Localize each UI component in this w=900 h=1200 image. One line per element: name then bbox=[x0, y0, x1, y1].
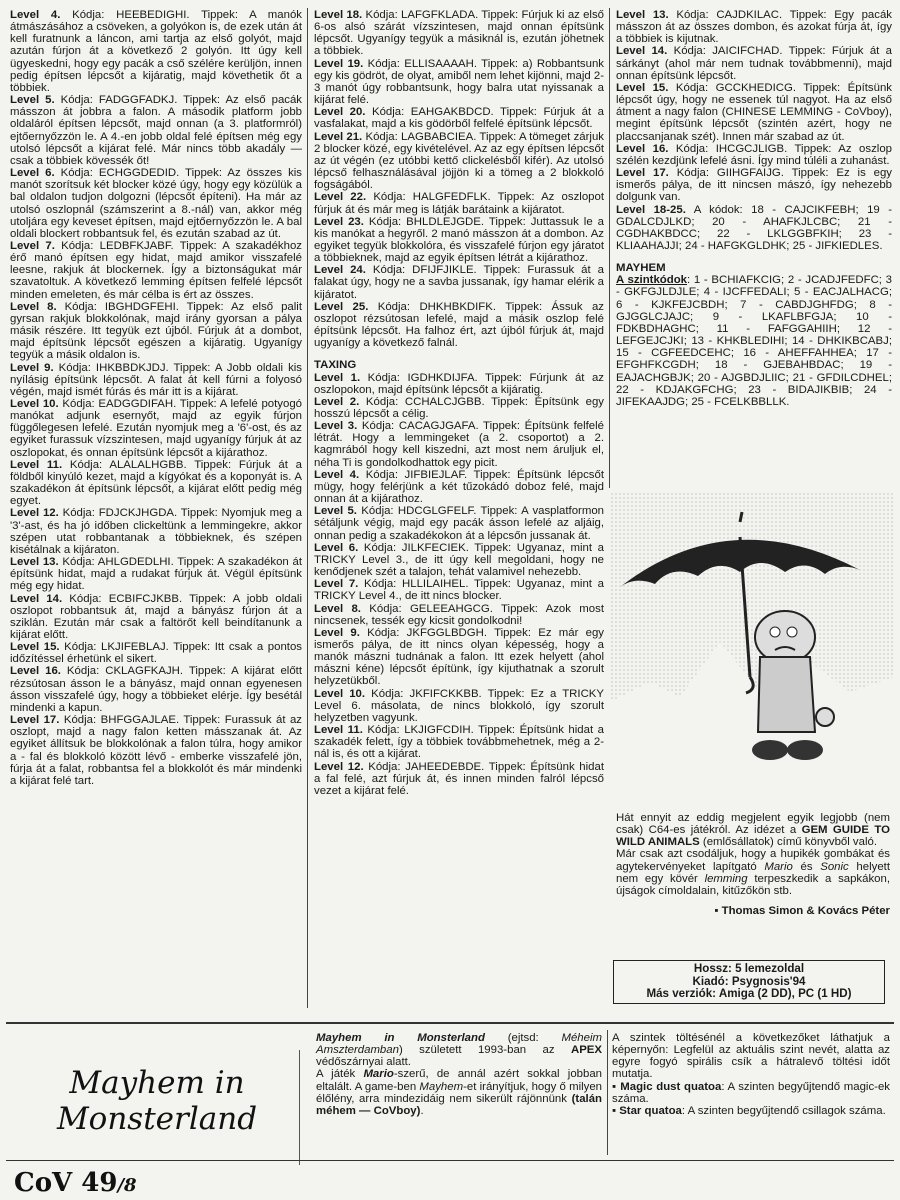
level-tip: Level 13. Kódja: AHLGDEDLHI. Tippek: A szakadékon át építsünk hidat, majd a rudakat fúrjuk át. Végül építsünk még egy hidat. bbox=[10, 556, 302, 593]
level-tip: Level 14. Kódja: ECBIFCJKBB. Tippek: A jobb oldali oszlopot robbantsuk át, majd a bányász fúrjon át a sziklán. Ezután már csak a faltörőt kell beindítanunk a kijárat előtt. bbox=[10, 592, 302, 641]
level-tip: Level 1. Kódja: IGDHKDIJFA. Tippek: Fúrjunk át az oszlopokon, majd építsünk lépcsőt a kijáratig. bbox=[314, 371, 604, 396]
level-tip: Level 7. Kódja: HLLILAIHEL. Tippek: Ugyanaz, mint a TRICKY Level 4., de itt nincs blocker. bbox=[314, 578, 604, 603]
level-tip: Level 13. Kódja: CAJDKILAC. Tippek: Egy pacák másszon át az összes dombon, és azokat fúrja át, így a többiek is kijutnak. bbox=[616, 9, 892, 46]
level-tip: Level 17. Kódja: GIIHGFAIJG. Tippek: Ez is egy ismerős pálya, de itt nincsen mászó, így nehezebb dolgunk van. bbox=[616, 167, 892, 204]
level-tip: Level 5. Kódja: FADGGFADKJ. Tippek: Az első pacák másszon át jobbra a falon. A második platform jobb oldaláról építsen lépcsőt, majd onnan (a 3. platformról) ejtőernyőzzön le. A 4.-en jobb oldal felé építsen még egy utolsó lépcsőt a kijárat felé. Már nincs több akadály — csak a többiek kövessék őt! bbox=[10, 94, 303, 167]
page-footer bbox=[14, 1168, 137, 1198]
level-tip: Level 20. Kódja: EAHGAKBDCD. Tippek: Fúrjuk át a vasfalakat, majd a kis gödörből felfelé építsünk lépcsőt. bbox=[314, 106, 604, 131]
intro-column: Mayhem in Monsterland (ejtsd: Méheim Amszterdamban) született 1993-ban az APEX védőszárnyai alatt. A játék Mario-szerű, de annál azért sokkal jobban eltalált. A game-ben Mayhem-et irányítjuk, hogy ő milyen élőlény, arra mindezidáig nem sikerült rájönnünk (talán méhem — CoVboy). bbox=[316, 1032, 602, 1117]
level-tip: Level 10. Kódja: JKFIFCKKBB. Tippek: Ez a TRICKY Level 6. másolata, de nincs blokkoló, így szorult helyzetben vagyunk. bbox=[314, 687, 604, 724]
level-tip: Level 11. Kódja: LKJIGFCDIH. Tippek: Építsünk hidat a szakadék felett, így a többiek továbbmehetnek, még a 2-nál is, és ott a kijárat. bbox=[314, 724, 604, 761]
article-title: Mayhem in Monsterland bbox=[56, 1065, 258, 1137]
level-tip: Level 9. Kódja: IHKBBDKJDJ. Tippek: A Jobb oldali kis nyílásig építsünk lépcsőt. A falat át kell fúrni a folyosó végén, majd ismét fúrás és már itt is a kijárat. bbox=[10, 361, 302, 398]
level-tip: Level 15. Kódja: LKJIFEBLAJ. Tippek: Itt csak a pontos időzítéssel érhetünk el sikert. bbox=[10, 641, 302, 666]
section-divider bbox=[6, 1022, 894, 1024]
level-tip: Level 12. Kódja: JAHEEDEBDE. Tippek: Építsünk hidat a fal felé, azt fúrjuk át, és innen minden falról lépcső vezet a kijárat felé. bbox=[314, 760, 604, 797]
level-tip: Level 3. Kódja: CACAGJGAFA. Tippek: Építsünk felfelé létrát. Hogy a lemmingeket (a 2. csoportot) a 2. kagmrából hogy kell kiszedni, azt most nem áruljuk el, néha Ti is gondolkodhattok egy picit. bbox=[314, 420, 604, 469]
level-tip: Level 19. Kódja: ELLISAAAAH. Tippek: a) Robbantsunk egy kis gödröt, de olyat, amiből nem lehet kijönni, majd 2-3 manót úgy robbantsunk, hogy balra utat nyissanak a kijárat felé. bbox=[314, 57, 604, 107]
level-tip: Level 18. Kódja: LAFGFKLADA. Tippek: Fúrjuk ki az első 6-os alsó szárát vízszintesen, majd onnan építsünk lépcsőt. Ugyanígy tegyük a másiknál is, ezután jöhetnek a többiek. bbox=[314, 9, 604, 58]
level-tip: Level 11. Kódja: ALALALHGBB. Tippek: Fúrjuk át a földből kinyúló kezet, majd a kígyókat és a koponyát is. A szakadékon át építsünk lépcsőt, a kijárat előtt pedig még egyet. bbox=[10, 458, 302, 508]
level-tip: Level 2. Kódja: CCHALCJGBB. Tippek: Építsünk egy hosszú lépcsőt a célig. bbox=[314, 395, 604, 420]
mayhem-codes: A szintkódok: 1 - BCHIAFKCIG; 2 - JCADJFEDFC; 3 - GKFGJLDJLE; 4 - IJCFFEDALI; 5 - EACJALHACG; 6 - KJKFEJCBDH; 7 - CABDJGHFDG; 8 - GJGGLCJAJC; 9 - LKAFLBFGJA; 10 - FDKBDHAGHC; 11 - FAFGGAHIIH; 12 - LEFGEJCJKI; 13 - KHKBLEDIHI; 14 - DHKIKBCABJ; 15 - CGFEEDCEHC; 16 - AHEFFAHHEA; 17 - EFGHFKCGDH; 18 - GJEBAHBDAC; 19 - EAJACHGBJK; 20 - AJGBDJLIIC; 21 - GFDILCDHEL; 22 - KDJAKGFCHG; 23 - BIDAJIKBIB; 24 - JIFEKAAJDG; 25 - FCELKBBLLK. bbox=[616, 274, 892, 408]
level-tip: Level 23. Kódja: BHLDLEJGDE. Tippek: Juttassuk le a kis manókat a hegyről. 2 manó másszon át a dombon. Az egyiket tegyük blokkolóra, és visszafelé fúrjon egy járatot a többieknek, majd az egyik építsen létrát a kijárathoz. bbox=[314, 215, 604, 265]
level-tip: Level 6. Kódja: ECHGGDEDID. Tippek: Az összes kis manót szorítsuk két blocker közé úgy, hogy egy közülük a bal oldalon tudjon dolgozni (lépcsőt építeni). Ha már az utolsó oszlopnál (számszerint a 8.-nál) van, akkor még utoljára egy keveset építsen, majd ejtőernyőzzön le. A bal oldali blockert robbantsuk fel, és ezután szabad az út. bbox=[10, 167, 303, 240]
level-tip: Level 15. Kódja: GCCKHEDICG. Tippek: Építsünk lépcsőt úgy, hogy ne essenek túl nagyot. Ha az első átment a nagy falon (CHINESE LEMMING - CoVboy), megint építsünk lépcsőt (szintén azért, hogy ne placcsanjanak szét). Innen már szabad az út. bbox=[616, 81, 892, 143]
level-tip: Level 17. Kódja: BHFGGAJLAE. Tippek: Furassuk át az oszlopt, majd a nagy falon ketten másszanak át. Az egyiket állítsuk be blokkolónak a falon túlra, hogy amikor a - fal és blokkoló között lévő - emberke visszafelé jön, fúrja át a falat, robbantsa fel a blokkolót és már mindenki a kijárat felé tart. bbox=[10, 714, 302, 787]
author-credit: ▪ Thomas Simon & Kovács Péter bbox=[714, 905, 890, 918]
column-divider bbox=[609, 8, 610, 488]
level-tip: Level 10. Kódja: EADGGDIFAH. Tippek: A lefelé potyogó manókat adjunk esernyőt, majd az egyik fúrjon függőlegesen lefelé. Ezután nyomjuk meg a '6'-ost, és az egyiket furassuk vízszintesen, majd ugyanígy fúrjuk át az oszlopokat, és onnan építsünk lépcsőt a kijárathoz. bbox=[10, 398, 302, 459]
section-title-mayhem: MAYHEM bbox=[616, 262, 666, 275]
umbrella-lemming-illustration bbox=[610, 492, 894, 797]
level-tip: Level 7. Kódja: LEDBFKJABF. Tippek: A szakadékhoz érő manó építsen egy hidat, majd amikor visszafelé leesne, rakjuk át blockernek. Így a biztonságukat már szavatoltuk. A következő lemming építsen felfelé lépcsőt minden emeleten, és már célba is ért az összes. bbox=[10, 239, 302, 301]
level-tip: Level 16. Kódja: IHCGCJLIGB. Tippek: Az oszlop szélén kezdjünk lefelé ásni. Így mind túléli a zuhanást. bbox=[616, 142, 892, 167]
level-tip: Level 22. Kódja: HALGFEDFLK. Tippek: Az oszlopot fúrjuk át és már meg is látják barátaink a kijáratot. bbox=[314, 191, 604, 216]
game-info-box: Hossz: 5 lemezoldal Kiadó: Psygnosis'94 Más verziók: Amiga (2 DD), PC (1 HD) bbox=[613, 960, 885, 1004]
level-tip: Level 8. Kódja: GELEEAHGCG. Tippek: Azok most nincsenek, tessék egy kicsit gondolkodni! bbox=[314, 602, 604, 627]
tips-column-3 bbox=[616, 9, 892, 408]
level-tip: Level 18-25. A kódok: 18 - CAJCIKFEBH; 19 - GDALCDJLKD; 20 - AHAFKJLCBC; 21 - CGDHAKBDCC; 22 - LKLGGBFKIH; 23 - KLIAAHAJJI; 24 - HAFGKGLDHK; 25 - JIFKIEDLES. bbox=[616, 203, 892, 252]
column-divider bbox=[307, 8, 308, 1008]
column-divider bbox=[607, 1030, 608, 1155]
level-tip: Level 4. Kódja: JIFBIEJLAF. Tippek: Építsünk lépcsőt mügy, hogy felérjünk a két tűzokádó doboz felé, majd onnan át a kijárathoz. bbox=[314, 468, 604, 506]
level-tip: Level 6. Kódja: JILKFECIEK. Tippek: Ugyanaz, mint a TRICKY Level 3., de itt úgy kell megoldani, hogy ne kenődjenek szét a talajon, tehát valamivel nehezebb. bbox=[314, 541, 604, 579]
tips-column-2 bbox=[314, 9, 604, 797]
review-text: Hát ennyit az eddig megjelent egyik legjobb (nem csak) C64-es játékról. Az idézet a GEM GUIDE TO WILD ANIMALS (emlősállatok) című könyvből való. Már csak azt csodáljuk, hogy a hupikék gombákat és agytekervényeket lapítgató Mario és Sonic helyett nem egy kövér lemming terpeszkedik a sapkákon, újságok címoldalain, kitűzőkön stb. ▪ Thomas Simon & Kovács Péter bbox=[616, 812, 890, 918]
level-tip: Level 9. Kódja: JKFGGLBDGH. Tippek: Ez már egy ismerős pálya, de itt nincs olyan képesség, hogy a manók mászni tudnának a falon. Itt ezek helyett (ahol mászni kéne) lépcsőt építünk, így kijuthatnak a szorult helyzetükből. bbox=[314, 626, 604, 688]
level-tip: Level 24. Kódja: DFIJFJIKLE. Tippek: Furassuk át a falakat úgy, hogy ne a savba jussanak, így hamar elérik a kijáratot. bbox=[314, 264, 604, 301]
level-tip: Level 5. Kódja: HDCGLGFELF. Tippek: A vasplatformon sétáljunk végig, majd egy pacák ásson lefelé az aljáig, onnan pedig a szakadékokon át a lépcsőn jussanak át. bbox=[314, 505, 604, 542]
magazine-issue: CoV 49 bbox=[14, 1168, 118, 1198]
level-tip: Level 12. Kódja: FDJCKJHGDA. Tippek: Nyomjuk meg a '3'-ast, és ha jó időben clickeltünk a lemmingekre, akkor szépen utat robbantanak a többieknek, és szépen kisétálnak a kijáraton. bbox=[10, 507, 302, 556]
page-number: /8 bbox=[117, 1175, 137, 1196]
level-tip: Level 16. Kódja: CKLAGFKAJH. Tippek: A kijárat előtt rézsútosan ásson le a bányász, majd onnan egyenesen ásson visszafelé úgy, hogy a többieket elérje. Így besétál mindenki a kapun. bbox=[10, 665, 302, 714]
section-title-taxing: TAXING bbox=[314, 359, 357, 372]
level-tip: Level 8. Kódja: IBGHDGFEHI. Tippek: Az első palit gyrsan rakjuk blokkolónak, majd irány gyorsan a pálya másik részére. Itt tegyük ezt újból. Fúrjuk át a dombot, majd építsünk lépcsőt egészen a kijáratig. Ugyanígy tegyük a másik oldalon is. bbox=[10, 300, 302, 362]
level-tip: Level 21. Kódja: LAGBABCIEA. Tippek: A tömeget zárjuk 2 blocker közé, egy kivételével. Az az egy építsen lépcsőt az út végén (ez utóbbi kettő clickelésből kifér). Az utolsó lépcső felhasználásával jöjjön ki a tömeg a 2 blokkoló fogságából. bbox=[314, 130, 604, 192]
footer-divider bbox=[6, 1160, 894, 1161]
level-tip: Level 25. Kódja: DHKHBKDIFK. Tippek: Ássuk az oszlopot rézsútosan lefelé, majd a másik oszlop felé építsünk lépcsőt. Ha falhoz ért, azt újból fúrjuk át, majd ugyanígy a következő falnál. bbox=[314, 300, 604, 350]
loading-screen-column: A szintek töltésénél a következőket láthatjuk a képernyőn: Legfelül az aktuális szint nevét, alatta az egyre fogyó spirális csík a hátralevő töltési időt mutatja. ▪ Magic dust quatoa: A szinten begyűjtendő magic-ek száma. ▪ Star quatoa: A szinten begyűjtendő csillagok száma. bbox=[612, 1032, 890, 1117]
level-tip: Level 4. Kódja: HEEBEDIGHI. Tippek: A manók átmászásához a csöveken, a golyókon is, de ezek után át kell furatnunk a láncon, ami tartja az első golyót, majd azután fúrjon át a következő 2 golyón. Itt úgy kell ügyeskedni, hogy egy pacák a cső szélére kerüljön, innen pedig építsen lépcsőt a kijáratig, majd követhetik őt a többiek. bbox=[10, 9, 302, 94]
tips-column-1 bbox=[10, 9, 302, 787]
level-tip: Level 14. Kódja: JAICIFCHAD. Tippek: Fúrjuk át a sárkányt (ahol már nem tudnak továbbmenni), majd onnan építsünk lépcsőt. bbox=[616, 45, 892, 82]
